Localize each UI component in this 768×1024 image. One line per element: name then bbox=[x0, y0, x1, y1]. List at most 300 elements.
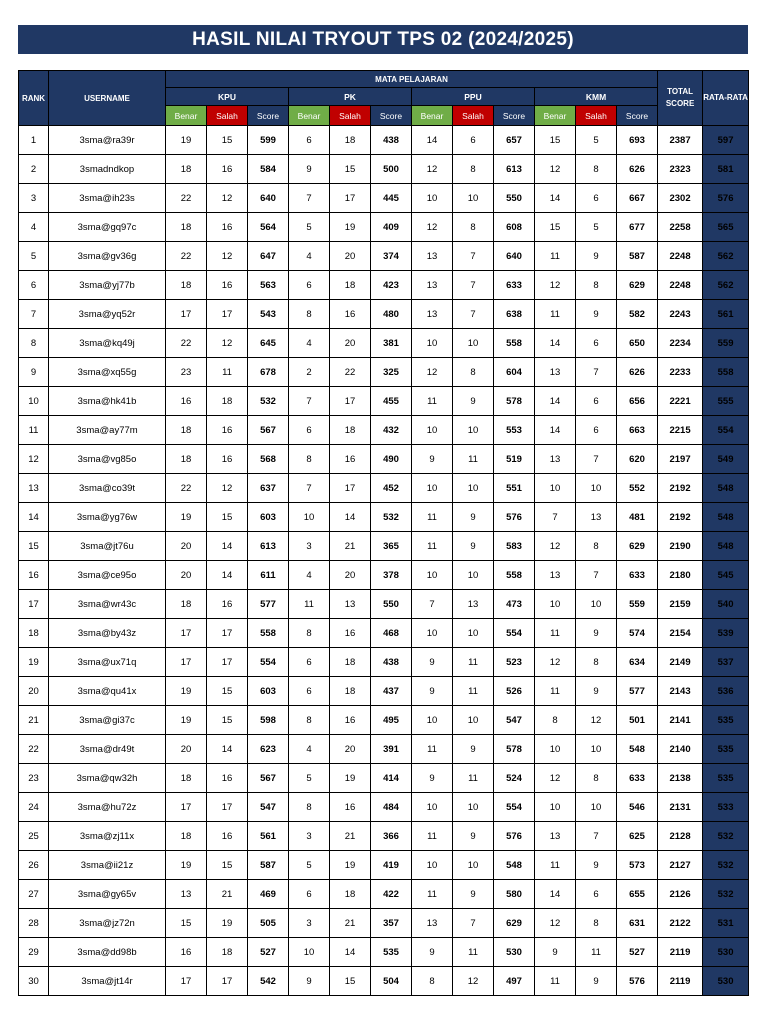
score-cell: 629 bbox=[494, 909, 535, 938]
salah-cell: 18 bbox=[330, 648, 371, 677]
score-cell: 409 bbox=[371, 213, 412, 242]
salah-cell: 18 bbox=[330, 416, 371, 445]
score-cell: 452 bbox=[371, 474, 412, 503]
benar-cell: 3 bbox=[289, 822, 330, 851]
salah-cell: 6 bbox=[576, 416, 617, 445]
score-cell: 553 bbox=[494, 416, 535, 445]
rank-cell: 14 bbox=[19, 503, 49, 532]
salah-cell: 9 bbox=[576, 677, 617, 706]
rank-cell: 24 bbox=[19, 793, 49, 822]
username-cell: 3smadndkop bbox=[49, 155, 166, 184]
benar-cell: 3 bbox=[289, 909, 330, 938]
salah-cell: 14 bbox=[207, 735, 248, 764]
salah-cell: 13 bbox=[330, 590, 371, 619]
username-cell: 3sma@xq55g bbox=[49, 358, 166, 387]
salah-cell: 10 bbox=[576, 590, 617, 619]
score-cell: 519 bbox=[494, 445, 535, 474]
total-score-cell: 2243 bbox=[658, 300, 703, 329]
table-row bbox=[19, 503, 749, 532]
score-cell: 445 bbox=[371, 184, 412, 213]
score-cell: 580 bbox=[494, 880, 535, 909]
benar-cell: 16 bbox=[166, 938, 207, 967]
score-cell: 325 bbox=[371, 358, 412, 387]
salah-cell: 21 bbox=[330, 909, 371, 938]
salah-cell: 11 bbox=[576, 938, 617, 967]
score-cell: 484 bbox=[371, 793, 412, 822]
salah-cell: 10 bbox=[453, 474, 494, 503]
score-table bbox=[18, 70, 749, 996]
username-cell: 3sma@jt76u bbox=[49, 532, 166, 561]
salah-cell: 9 bbox=[453, 503, 494, 532]
rank-cell: 17 bbox=[19, 590, 49, 619]
salah-cell: 9 bbox=[576, 619, 617, 648]
benar-cell: 11 bbox=[412, 880, 453, 909]
username-cell: 3sma@dd98b bbox=[49, 938, 166, 967]
score-cell: 558 bbox=[494, 329, 535, 358]
benar-cell: 10 bbox=[289, 503, 330, 532]
salah-cell: 17 bbox=[330, 387, 371, 416]
score-cell: 423 bbox=[371, 271, 412, 300]
salah-cell: 16 bbox=[207, 764, 248, 793]
benar-cell: 6 bbox=[289, 271, 330, 300]
benar-cell: 18 bbox=[166, 764, 207, 793]
benar-cell: 18 bbox=[166, 416, 207, 445]
total-score-cell: 2192 bbox=[658, 474, 703, 503]
score-cell: 625 bbox=[617, 822, 658, 851]
total-score-cell: 2149 bbox=[658, 648, 703, 677]
rank-cell: 5 bbox=[19, 242, 49, 271]
salah-cell: 8 bbox=[453, 155, 494, 184]
score-cell: 650 bbox=[617, 329, 658, 358]
rata-rata-cell: 548 bbox=[703, 532, 749, 561]
benar-cell: 11 bbox=[535, 300, 576, 329]
ppu-score-header: Score bbox=[494, 106, 535, 126]
salah-cell: 7 bbox=[576, 822, 617, 851]
total-score-cell: 2387 bbox=[658, 126, 703, 155]
rata-rata-cell: 535 bbox=[703, 706, 749, 735]
benar-cell: 10 bbox=[535, 474, 576, 503]
benar-cell: 10 bbox=[412, 561, 453, 590]
salah-cell: 18 bbox=[330, 126, 371, 155]
benar-cell: 7 bbox=[535, 503, 576, 532]
table-row bbox=[19, 590, 749, 619]
rata-rata-cell: 532 bbox=[703, 822, 749, 851]
score-cell: 645 bbox=[248, 329, 289, 358]
rata-rata-cell: 549 bbox=[703, 445, 749, 474]
benar-cell: 9 bbox=[412, 445, 453, 474]
salah-cell: 6 bbox=[576, 387, 617, 416]
score-cell: 603 bbox=[248, 503, 289, 532]
score-cell: 523 bbox=[494, 648, 535, 677]
table-row bbox=[19, 387, 749, 416]
score-cell: 568 bbox=[248, 445, 289, 474]
rata-rata-cell: 548 bbox=[703, 503, 749, 532]
salah-cell: 15 bbox=[330, 155, 371, 184]
salah-cell: 8 bbox=[576, 648, 617, 677]
username-cell: 3sma@co39t bbox=[49, 474, 166, 503]
benar-cell: 8 bbox=[289, 445, 330, 474]
salah-cell: 6 bbox=[576, 880, 617, 909]
rata-rata-cell: 532 bbox=[703, 851, 749, 880]
score-cell: 634 bbox=[617, 648, 658, 677]
salah-cell: 18 bbox=[207, 387, 248, 416]
score-cell: 455 bbox=[371, 387, 412, 416]
benar-cell: 10 bbox=[412, 474, 453, 503]
salah-cell: 16 bbox=[207, 271, 248, 300]
salah-cell: 11 bbox=[207, 358, 248, 387]
benar-cell: 7 bbox=[289, 184, 330, 213]
score-cell: 546 bbox=[617, 793, 658, 822]
benar-cell: 6 bbox=[289, 648, 330, 677]
total-score-cell: 2323 bbox=[658, 155, 703, 184]
kpu-salah-header: Salah bbox=[207, 106, 248, 126]
benar-cell: 11 bbox=[412, 532, 453, 561]
username-cell: 3sma@hu72z bbox=[49, 793, 166, 822]
salah-cell: 19 bbox=[330, 764, 371, 793]
salah-cell: 16 bbox=[207, 155, 248, 184]
salah-cell: 10 bbox=[453, 184, 494, 213]
score-cell: 657 bbox=[494, 126, 535, 155]
benar-cell: 6 bbox=[289, 677, 330, 706]
score-cell: 667 bbox=[617, 184, 658, 213]
benar-cell: 9 bbox=[412, 648, 453, 677]
score-cell: 365 bbox=[371, 532, 412, 561]
score-cell: 554 bbox=[494, 793, 535, 822]
total-score-cell: 2302 bbox=[658, 184, 703, 213]
benar-cell: 17 bbox=[166, 300, 207, 329]
benar-cell: 10 bbox=[535, 735, 576, 764]
table-header bbox=[19, 71, 749, 126]
score-cell: 637 bbox=[248, 474, 289, 503]
username-cell: 3sma@jz72n bbox=[49, 909, 166, 938]
benar-cell: 13 bbox=[535, 445, 576, 474]
table-row bbox=[19, 764, 749, 793]
salah-cell: 17 bbox=[207, 793, 248, 822]
table-row bbox=[19, 329, 749, 358]
benar-cell: 6 bbox=[289, 126, 330, 155]
benar-cell: 8 bbox=[289, 619, 330, 648]
score-cell: 623 bbox=[248, 735, 289, 764]
score-cell: 598 bbox=[248, 706, 289, 735]
score-cell: 576 bbox=[494, 503, 535, 532]
salah-cell: 10 bbox=[453, 329, 494, 358]
total-score-cell: 2180 bbox=[658, 561, 703, 590]
benar-cell: 19 bbox=[166, 503, 207, 532]
salah-cell: 8 bbox=[576, 764, 617, 793]
benar-cell: 13 bbox=[412, 242, 453, 271]
score-cell: 547 bbox=[248, 793, 289, 822]
score-cell: 577 bbox=[617, 677, 658, 706]
rank-cell: 4 bbox=[19, 213, 49, 242]
username-cell: 3sma@yg76w bbox=[49, 503, 166, 532]
total-score-cell: 2248 bbox=[658, 242, 703, 271]
score-cell: 584 bbox=[248, 155, 289, 184]
salah-cell: 13 bbox=[576, 503, 617, 532]
score-cell: 613 bbox=[248, 532, 289, 561]
table-row bbox=[19, 416, 749, 445]
salah-cell: 16 bbox=[207, 445, 248, 474]
salah-cell: 8 bbox=[576, 155, 617, 184]
score-cell: 599 bbox=[248, 126, 289, 155]
salah-cell: 16 bbox=[207, 416, 248, 445]
score-cell: 564 bbox=[248, 213, 289, 242]
salah-cell: 22 bbox=[330, 358, 371, 387]
benar-cell: 18 bbox=[166, 445, 207, 474]
rata-rata-cell: 554 bbox=[703, 416, 749, 445]
salah-cell: 17 bbox=[207, 967, 248, 996]
table-body bbox=[19, 126, 749, 996]
rank-cell: 6 bbox=[19, 271, 49, 300]
total-score-cell: 2122 bbox=[658, 909, 703, 938]
salah-cell: 9 bbox=[453, 822, 494, 851]
score-cell: 620 bbox=[617, 445, 658, 474]
kpu-score-header: Score bbox=[248, 106, 289, 126]
username-cell: 3sma@jt14r bbox=[49, 967, 166, 996]
score-cell: 626 bbox=[617, 358, 658, 387]
salah-cell: 20 bbox=[330, 329, 371, 358]
score-cell: 678 bbox=[248, 358, 289, 387]
score-cell: 530 bbox=[494, 938, 535, 967]
benar-cell: 15 bbox=[166, 909, 207, 938]
salah-cell: 9 bbox=[576, 242, 617, 271]
score-cell: 587 bbox=[248, 851, 289, 880]
total-score-cell: 2128 bbox=[658, 822, 703, 851]
benar-cell: 9 bbox=[289, 967, 330, 996]
benar-cell: 12 bbox=[535, 764, 576, 793]
score-cell: 481 bbox=[617, 503, 658, 532]
rata-rata-cell: 530 bbox=[703, 938, 749, 967]
score-cell: 473 bbox=[494, 590, 535, 619]
table-row bbox=[19, 619, 749, 648]
score-cell: 381 bbox=[371, 329, 412, 358]
salah-cell: 20 bbox=[330, 561, 371, 590]
benar-cell: 10 bbox=[535, 793, 576, 822]
score-cell: 656 bbox=[617, 387, 658, 416]
benar-cell: 8 bbox=[412, 967, 453, 996]
benar-cell: 8 bbox=[289, 793, 330, 822]
table-row bbox=[19, 561, 749, 590]
total-score-cell: 2154 bbox=[658, 619, 703, 648]
subject-header-kpu: KPU bbox=[166, 88, 289, 106]
score-cell: 480 bbox=[371, 300, 412, 329]
salah-cell: 21 bbox=[330, 822, 371, 851]
salah-cell: 12 bbox=[576, 706, 617, 735]
salah-cell: 9 bbox=[453, 387, 494, 416]
total-score-cell: 2234 bbox=[658, 329, 703, 358]
score-cell: 414 bbox=[371, 764, 412, 793]
score-cell: 524 bbox=[494, 764, 535, 793]
benar-cell: 18 bbox=[166, 155, 207, 184]
username-cell: 3sma@yq52r bbox=[49, 300, 166, 329]
score-cell: 527 bbox=[617, 938, 658, 967]
rank-cell: 1 bbox=[19, 126, 49, 155]
score-cell: 583 bbox=[494, 532, 535, 561]
total-score-cell: 2143 bbox=[658, 677, 703, 706]
total-score-cell: 2233 bbox=[658, 358, 703, 387]
username-cell: 3sma@hk41b bbox=[49, 387, 166, 416]
benar-cell: 17 bbox=[166, 648, 207, 677]
rank-cell: 23 bbox=[19, 764, 49, 793]
benar-cell: 4 bbox=[289, 561, 330, 590]
username-cell: 3sma@ay77m bbox=[49, 416, 166, 445]
benar-cell: 19 bbox=[166, 706, 207, 735]
rata-rata-cell: 555 bbox=[703, 387, 749, 416]
salah-cell: 9 bbox=[576, 967, 617, 996]
salah-cell: 16 bbox=[330, 619, 371, 648]
salah-cell: 20 bbox=[330, 735, 371, 764]
benar-cell: 19 bbox=[166, 677, 207, 706]
benar-cell: 14 bbox=[535, 184, 576, 213]
score-cell: 550 bbox=[371, 590, 412, 619]
rata-rata-cell: 581 bbox=[703, 155, 749, 184]
salah-cell: 7 bbox=[453, 271, 494, 300]
benar-cell: 11 bbox=[535, 242, 576, 271]
salah-cell: 16 bbox=[330, 445, 371, 474]
table-row bbox=[19, 648, 749, 677]
total-score-cell: 2197 bbox=[658, 445, 703, 474]
username-cell: 3sma@ce95o bbox=[49, 561, 166, 590]
salah-cell: 20 bbox=[330, 242, 371, 271]
score-cell: 576 bbox=[617, 967, 658, 996]
salah-cell: 10 bbox=[453, 416, 494, 445]
rata-rata-cell: 561 bbox=[703, 300, 749, 329]
salah-cell: 14 bbox=[207, 561, 248, 590]
rata-rata-header: RATA-RATA bbox=[703, 71, 749, 126]
benar-cell: 14 bbox=[535, 880, 576, 909]
score-cell: 468 bbox=[371, 619, 412, 648]
salah-cell: 9 bbox=[576, 851, 617, 880]
score-cell: 551 bbox=[494, 474, 535, 503]
salah-cell: 16 bbox=[330, 793, 371, 822]
score-cell: 505 bbox=[248, 909, 289, 938]
benar-cell: 8 bbox=[289, 706, 330, 735]
benar-cell: 8 bbox=[289, 300, 330, 329]
total-score-cell: 2127 bbox=[658, 851, 703, 880]
score-cell: 391 bbox=[371, 735, 412, 764]
benar-cell: 6 bbox=[289, 880, 330, 909]
benar-cell: 11 bbox=[412, 387, 453, 416]
benar-cell: 4 bbox=[289, 242, 330, 271]
username-cell: 3sma@by43z bbox=[49, 619, 166, 648]
benar-cell: 9 bbox=[535, 938, 576, 967]
benar-cell: 9 bbox=[412, 677, 453, 706]
benar-cell: 13 bbox=[535, 822, 576, 851]
benar-cell: 22 bbox=[166, 184, 207, 213]
ppu-benar-header: Benar bbox=[412, 106, 453, 126]
score-cell: 532 bbox=[371, 503, 412, 532]
score-cell: 640 bbox=[494, 242, 535, 271]
rank-cell: 20 bbox=[19, 677, 49, 706]
benar-cell: 14 bbox=[535, 416, 576, 445]
score-cell: 558 bbox=[248, 619, 289, 648]
benar-cell: 10 bbox=[412, 793, 453, 822]
score-cell: 563 bbox=[248, 271, 289, 300]
salah-cell: 10 bbox=[453, 851, 494, 880]
score-cell: 526 bbox=[494, 677, 535, 706]
benar-cell: 13 bbox=[535, 561, 576, 590]
rata-rata-cell: 537 bbox=[703, 648, 749, 677]
salah-cell: 21 bbox=[330, 532, 371, 561]
table-row bbox=[19, 851, 749, 880]
salah-cell: 7 bbox=[576, 561, 617, 590]
benar-cell: 17 bbox=[166, 967, 207, 996]
salah-cell: 18 bbox=[330, 880, 371, 909]
benar-cell: 12 bbox=[412, 358, 453, 387]
username-cell: 3sma@zj11x bbox=[49, 822, 166, 851]
table-row bbox=[19, 445, 749, 474]
total-score-cell: 2140 bbox=[658, 735, 703, 764]
total-score-cell: 2221 bbox=[658, 387, 703, 416]
salah-cell: 15 bbox=[207, 677, 248, 706]
rank-cell: 30 bbox=[19, 967, 49, 996]
table-row bbox=[19, 967, 749, 996]
benar-cell: 11 bbox=[289, 590, 330, 619]
salah-cell: 11 bbox=[453, 938, 494, 967]
benar-cell: 12 bbox=[412, 213, 453, 242]
score-cell: 550 bbox=[494, 184, 535, 213]
table-row bbox=[19, 474, 749, 503]
username-header: USERNAME bbox=[49, 71, 166, 126]
salah-cell: 6 bbox=[576, 329, 617, 358]
benar-cell: 13 bbox=[412, 909, 453, 938]
salah-cell: 11 bbox=[453, 677, 494, 706]
score-cell: 490 bbox=[371, 445, 412, 474]
score-cell: 608 bbox=[494, 213, 535, 242]
score-cell: 611 bbox=[248, 561, 289, 590]
benar-cell: 14 bbox=[412, 126, 453, 155]
score-cell: 603 bbox=[248, 677, 289, 706]
rank-cell: 3 bbox=[19, 184, 49, 213]
username-cell: 3sma@qu41x bbox=[49, 677, 166, 706]
salah-cell: 6 bbox=[453, 126, 494, 155]
table-row bbox=[19, 271, 749, 300]
benar-cell: 13 bbox=[166, 880, 207, 909]
score-cell: 548 bbox=[617, 735, 658, 764]
rata-rata-cell: 539 bbox=[703, 619, 749, 648]
benar-cell: 2 bbox=[289, 358, 330, 387]
score-cell: 500 bbox=[371, 155, 412, 184]
total-score-cell: 2258 bbox=[658, 213, 703, 242]
username-cell: 3sma@ii21z bbox=[49, 851, 166, 880]
rank-cell: 25 bbox=[19, 822, 49, 851]
benar-cell: 12 bbox=[412, 155, 453, 184]
score-cell: 532 bbox=[248, 387, 289, 416]
benar-cell: 12 bbox=[535, 271, 576, 300]
table-row bbox=[19, 706, 749, 735]
salah-cell: 17 bbox=[207, 648, 248, 677]
score-cell: 577 bbox=[248, 590, 289, 619]
score-cell: 495 bbox=[371, 706, 412, 735]
username-cell: 3sma@qw32h bbox=[49, 764, 166, 793]
score-cell: 587 bbox=[617, 242, 658, 271]
score-cell: 629 bbox=[617, 532, 658, 561]
mata-pelajaran-header: MATA PELAJARAN bbox=[166, 71, 658, 88]
salah-cell: 19 bbox=[207, 909, 248, 938]
table-row bbox=[19, 938, 749, 967]
benar-cell: 11 bbox=[535, 967, 576, 996]
score-cell: 497 bbox=[494, 967, 535, 996]
score-cell: 535 bbox=[371, 938, 412, 967]
total-score-cell: 2119 bbox=[658, 967, 703, 996]
benar-cell: 11 bbox=[412, 735, 453, 764]
rank-cell: 28 bbox=[19, 909, 49, 938]
rank-cell: 2 bbox=[19, 155, 49, 184]
table-row bbox=[19, 358, 749, 387]
rata-rata-cell: 540 bbox=[703, 590, 749, 619]
username-cell: 3sma@wr43c bbox=[49, 590, 166, 619]
benar-cell: 11 bbox=[412, 822, 453, 851]
salah-cell: 8 bbox=[453, 358, 494, 387]
